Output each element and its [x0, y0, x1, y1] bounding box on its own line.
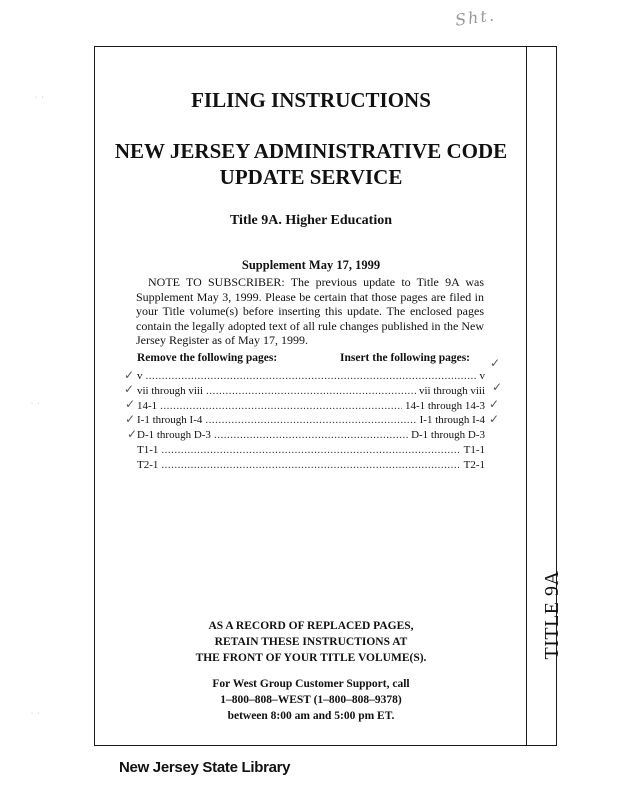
leader-dots: [146, 370, 477, 382]
checkmark-icon: ✓: [125, 412, 136, 426]
table-row: [137, 414, 485, 429]
tab-divider: [526, 46, 527, 746]
checkmark-icon: ✓: [124, 368, 135, 382]
title-tab-label: TITLE 9A: [541, 570, 563, 660]
scan-speck: ˙ ˙: [30, 712, 41, 721]
record-notice-line: RETAIN THESE INSTRUCTIONS AT: [214, 636, 408, 648]
insert-pages: T1-1: [463, 443, 485, 456]
supplement-date: Supplement May 17, 1999: [241, 258, 381, 272]
remove-pages: I-1 through I-4: [137, 414, 203, 427]
note-to-subscriber: [136, 275, 484, 348]
support-hours: between 8:00 am and 5:00 pm ET.: [227, 710, 395, 722]
remove-pages: T2-1: [137, 458, 159, 471]
insert-pages: 14-1 through 14-3: [404, 399, 485, 412]
insert-pages: T2-1: [463, 458, 485, 471]
leader-dots: [205, 414, 416, 426]
remove-pages: vii through viii: [137, 384, 203, 397]
checkmark-icon: ✓: [489, 397, 500, 411]
checkmark-icon: ✓: [489, 412, 500, 426]
page-list: [137, 370, 485, 474]
table-row: [137, 459, 485, 474]
checkmark-icon: ✓: [490, 356, 501, 370]
insert-pages: v: [479, 370, 485, 382]
leader-dots: [160, 400, 402, 412]
remove-pages: T1-1: [137, 443, 159, 456]
checkmark-icon: ✓: [125, 397, 136, 411]
customer-support: [98, 676, 524, 724]
remove-pages: D-1 through D-3: [137, 429, 211, 442]
support-phone: 1–800–808–WEST (1–800–808–9378): [220, 694, 402, 706]
insert-pages: I-1 through I-4: [419, 414, 485, 427]
leader-dots: [161, 444, 460, 456]
record-notice-line: THE FRONT OF YOUR TITLE VOLUME(S).: [195, 652, 427, 664]
insert-pages: D-1 through D-3: [411, 429, 485, 442]
record-notice-line: AS A RECORD OF REPLACED PAGES,: [208, 620, 414, 632]
record-notice: [98, 618, 524, 666]
checkmark-icon: ✓: [127, 427, 138, 441]
checkmark-icon: ✓: [492, 380, 503, 394]
document-heading: FILING INSTRUCTIONS: [191, 88, 431, 112]
title-line: Title 9A. Higher Education: [229, 213, 393, 228]
support-line: For West Group Customer Support, call: [212, 678, 410, 690]
document-subheading: [98, 138, 524, 190]
table-row: [137, 370, 485, 385]
table-row: [137, 444, 485, 459]
scan-speck: ˙ ˙: [30, 402, 41, 411]
table-row: [137, 385, 485, 400]
library-stamp: New Jersey State Library: [119, 759, 291, 776]
handwritten-annotation: Sht.: [453, 5, 497, 30]
table-row: [137, 429, 485, 444]
subheading-line: UPDATE SERVICE: [219, 165, 403, 189]
leader-dots: [214, 429, 408, 441]
table-row: [137, 400, 485, 415]
leader-dots: [206, 385, 416, 397]
insert-pages: vii through viii: [419, 384, 485, 397]
checkmark-icon: ✓: [124, 382, 135, 396]
insert-column-header: Insert the following pages:: [340, 352, 471, 364]
leader-dots: [161, 459, 460, 471]
remove-pages: v: [137, 370, 143, 382]
note-text: NOTE TO SUBSCRIBER: The previous update to Title 9A was Supplement May 3, 1999. Please be certain that those pages are filed in your Title volume(s) before inserting this update. The enclosed pages contain the legally adopted text of all rule changes published in the New Jersey Register as of May 17, 1999.: [136, 275, 484, 347]
scan-speck: ˙ ˙: [34, 96, 45, 105]
subheading-line: NEW JERSEY ADMINISTRATIVE CODE: [114, 139, 508, 163]
remove-column-header: Remove the following pages:: [137, 352, 278, 364]
remove-pages: 14-1: [137, 399, 158, 412]
